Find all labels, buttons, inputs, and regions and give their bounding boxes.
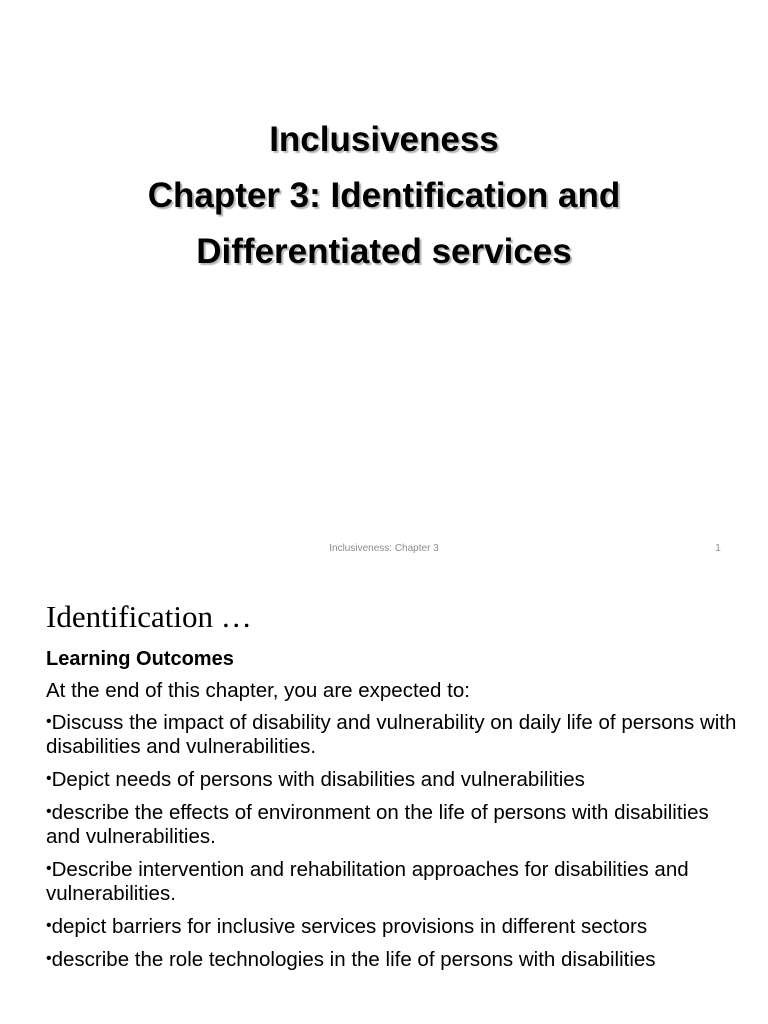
slide-footer: Inclusiveness: Chapter 3 <box>329 543 439 554</box>
intro-text: At the end of this chapter, you are expected to: <box>46 679 470 702</box>
chapter-title: Chapter 3: Identification and <box>147 176 621 215</box>
list-item <box>46 947 746 972</box>
outcome-text: Describe intervention and rehabilitation approaches for disabilities and vulnerabilities. <box>46 858 689 905</box>
bullet-icon: • <box>46 713 52 730</box>
outcome-text: Discuss the impact of disability and vulnerability on daily life of persons with disabilities and vulnerabilities. <box>46 711 737 758</box>
slide-title <box>0 112 768 280</box>
bullet-icon: • <box>46 770 52 787</box>
list-item <box>46 710 746 759</box>
outcome-text: depict barriers for inclusive services provisions in different sectors <box>51 915 648 938</box>
list-item <box>46 914 746 939</box>
learning-outcomes-heading: Learning Outcomes <box>46 648 234 670</box>
list-item <box>46 800 746 849</box>
slide-content <box>46 646 746 980</box>
learning-outcomes-slide <box>0 580 768 1024</box>
bullet-icon: • <box>46 950 52 967</box>
outcome-text: describe the effects of environment on the life of persons with disabilities and vulnerabilities. <box>46 801 709 848</box>
outcome-text: Depict needs of persons with disabilities and vulnerabilities <box>51 768 585 791</box>
outcome-text: describe the role technologies in the life of persons with disabilities <box>51 948 656 971</box>
chapter-subtitle: Differentiated services <box>196 232 572 271</box>
bullet-icon: • <box>46 860 52 877</box>
course-title: Inclusiveness <box>269 120 499 159</box>
slide-number: 1 <box>715 543 721 554</box>
list-item <box>46 857 746 906</box>
bullet-icon: • <box>46 803 52 820</box>
list-item <box>46 767 746 792</box>
bullet-icon: • <box>46 917 52 934</box>
section-title: Identification … <box>46 599 252 634</box>
